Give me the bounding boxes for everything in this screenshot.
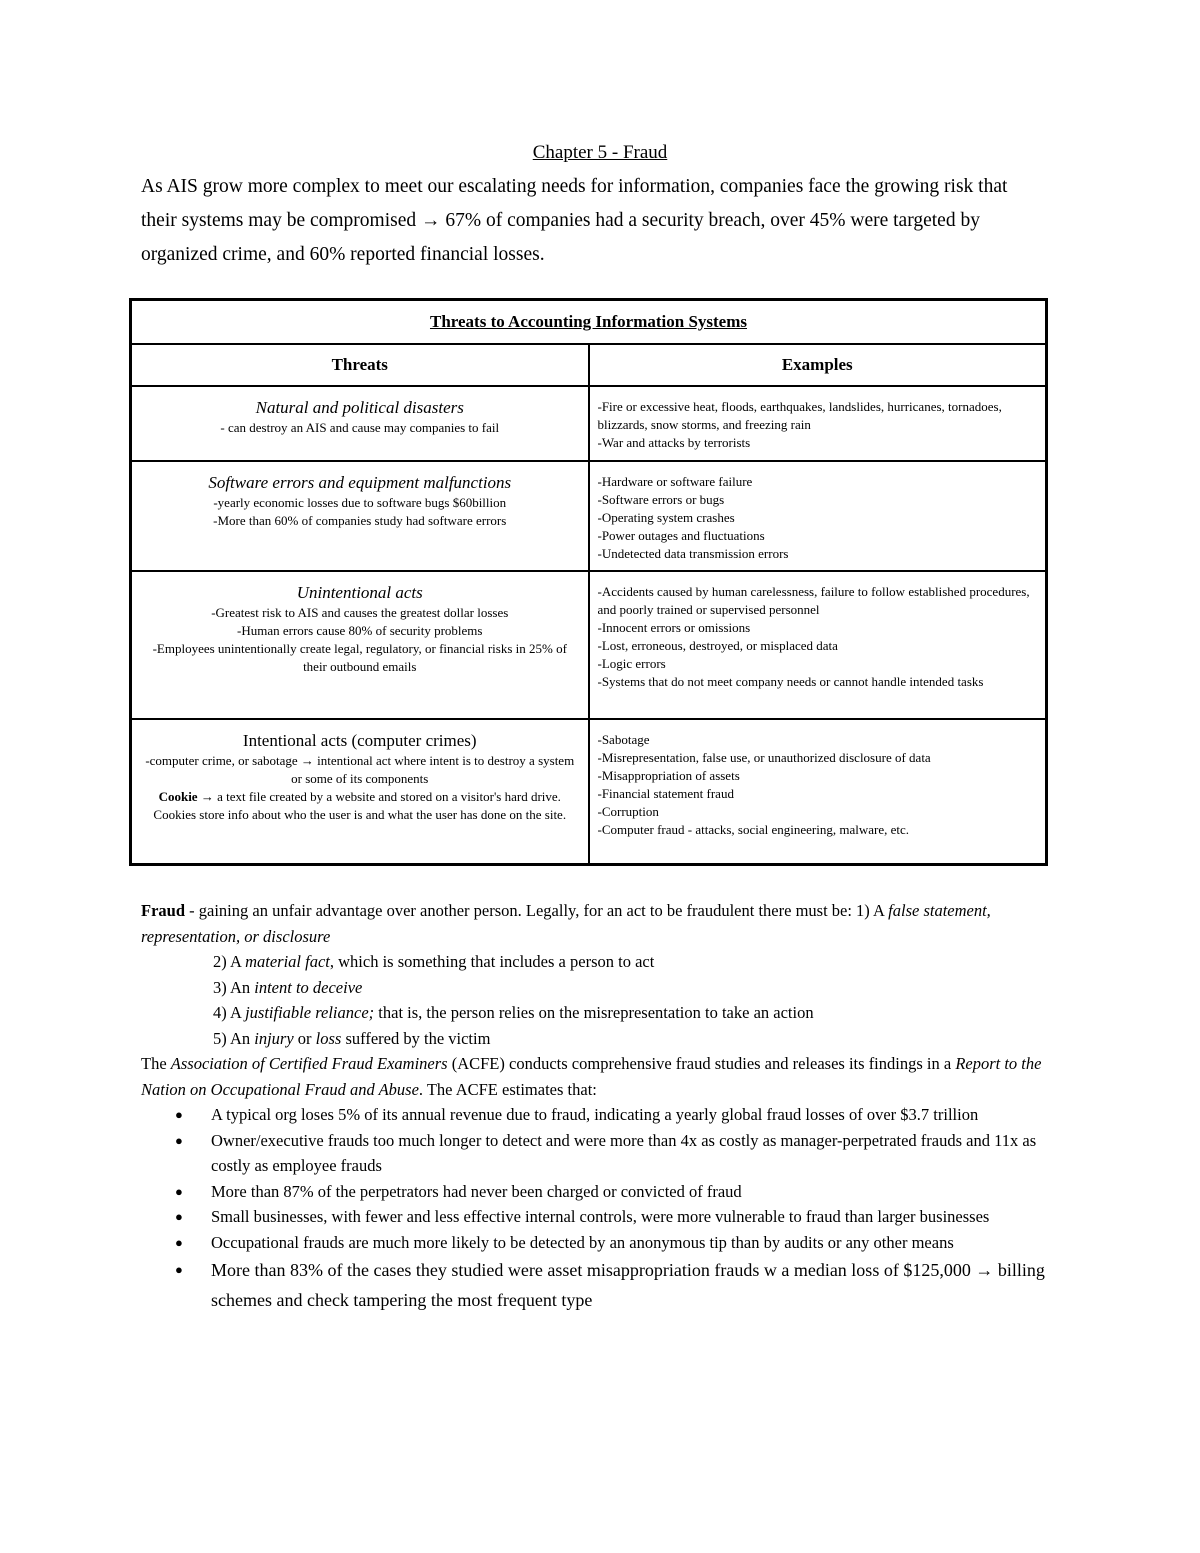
element-text: , which is something that includes a person to act bbox=[329, 952, 655, 971]
table-row bbox=[131, 719, 1047, 864]
fraud-element bbox=[141, 975, 1061, 1001]
column-header-threats: Threats bbox=[131, 344, 589, 386]
element-italic: intent to deceive bbox=[254, 977, 363, 997]
threat-cell bbox=[131, 719, 589, 864]
example-item: -Financial statement fraud bbox=[597, 786, 734, 801]
acfe-facts-list bbox=[141, 1102, 1061, 1315]
element-text: suffered by the victim bbox=[341, 1028, 491, 1048]
element-italic: injury bbox=[254, 1028, 294, 1048]
table-title: Threats to Accounting Information Systems bbox=[131, 300, 1047, 345]
table-row bbox=[131, 571, 1047, 719]
examples-cell bbox=[589, 461, 1047, 571]
example-item: -Hardware or software failure bbox=[597, 474, 753, 489]
list-item: ● Owner/executive frauds too much longer to detect and were more than 4x as costly as manager-perpetrated frauds and 11x as costly as employee frauds bbox=[141, 1128, 1061, 1179]
example-item: -Undetected data transmission errors bbox=[597, 546, 789, 561]
acfe-text: (ACFE) conducts comprehensive fraud studies and releases its findings in a bbox=[447, 1054, 956, 1073]
cookie-def: → a text file created by a website and stored on a visitor's hard drive. Cookies store info about who the user is and what the user has done on the site. bbox=[153, 789, 567, 822]
threat-cell bbox=[131, 386, 589, 461]
example-item: -Misrepresentation, false use, or unauthorized disclosure of data bbox=[597, 750, 931, 765]
acfe-italic: Report to the Nation on Occupational Fraud and Abuse bbox=[141, 1054, 1042, 1099]
threat-detail: -yearly economic losses due to software bugs $60billion bbox=[213, 495, 507, 510]
example-item: -Logic errors bbox=[597, 656, 666, 671]
example-item: -Accidents caused by human carelessness, failure to follow established procedures, and poorly trained or supervised personnel bbox=[597, 584, 1030, 617]
threat-detail: -computer crime, or sabotage → intentional act where intent is to destroy a system or some of its components bbox=[145, 753, 575, 786]
fraud-section bbox=[141, 898, 1061, 1315]
examples-cell bbox=[589, 719, 1047, 864]
page-title: Chapter 5 - Fraud bbox=[532, 142, 668, 163]
element-italic: loss bbox=[315, 1028, 342, 1048]
element-text: 2) A bbox=[213, 952, 246, 971]
threat-name: Intentional acts (computer crimes) bbox=[242, 731, 477, 750]
threat-name: Software errors and equipment malfunctions bbox=[208, 473, 512, 492]
table-row bbox=[131, 386, 1047, 461]
threat-name: Unintentional acts bbox=[296, 583, 423, 602]
example-item: -War and attacks by terrorists bbox=[597, 435, 751, 450]
column-header-examples: Examples bbox=[589, 344, 1047, 386]
list-item: ● Small businesses, with fewer and less effective internal controls, were more vulnerable to fraud than larger businesses bbox=[141, 1204, 1061, 1230]
example-item: -Misappropriation of assets bbox=[597, 768, 740, 783]
threat-cell bbox=[131, 461, 589, 571]
example-item: -Software errors or bugs bbox=[597, 492, 725, 507]
examples-cell bbox=[589, 386, 1047, 461]
element-text: 5) An bbox=[213, 1028, 255, 1048]
fraud-def-text: - gaining an unfair advantage over another person. Legally, for an act to be fraudulent there must be: 1) A bbox=[185, 901, 889, 920]
example-item: -Fire or excessive heat, floods, earthquakes, landslides, hurricanes, tornadoes, blizzards, snow storms, and freezing rain bbox=[597, 399, 1002, 432]
threat-detail: -Greatest risk to AIS and causes the greatest dollar losses bbox=[211, 605, 509, 620]
fraud-element bbox=[141, 1000, 1061, 1026]
threats-table bbox=[129, 298, 1048, 866]
fraud-definition bbox=[141, 898, 1061, 949]
element-text: 4) A bbox=[213, 1003, 246, 1022]
element-italic: material fact bbox=[245, 952, 330, 971]
element-italic: justifiable reliance; bbox=[245, 1003, 375, 1022]
element-text: that is, the person relies on the misrepresentation to take an action bbox=[374, 1003, 814, 1022]
acfe-text: The bbox=[141, 1054, 171, 1073]
cookie-definition bbox=[140, 788, 580, 824]
example-item: -Innocent errors or omissions bbox=[597, 620, 751, 635]
fraud-def-italic: false statement, representation, or disclosure bbox=[141, 901, 991, 946]
fraud-element bbox=[141, 949, 1061, 975]
example-item: -Operating system crashes bbox=[597, 510, 735, 525]
example-item: -Corruption bbox=[597, 804, 659, 819]
threat-detail: - can destroy an AIS and cause may companies to fail bbox=[220, 420, 500, 435]
table-row bbox=[131, 461, 1047, 571]
example-item: -Power outages and fluctuations bbox=[597, 528, 765, 543]
element-text: 3) An bbox=[213, 977, 255, 997]
element-text: or bbox=[293, 1028, 316, 1048]
example-item: -Lost, erroneous, destroyed, or misplaced data bbox=[597, 638, 838, 653]
threat-detail: -Employees unintentionally create legal, regulatory, or financial risks in 25% of their outbound emails bbox=[152, 641, 567, 674]
list-item: ● Occupational frauds are much more likely to be detected by an anonymous tip than by audits or any other means bbox=[141, 1230, 1061, 1256]
threat-detail: -Human errors cause 80% of security problems bbox=[237, 623, 483, 638]
fraud-element bbox=[141, 1026, 1061, 1052]
fraud-term: Fraud bbox=[141, 901, 186, 920]
threat-cell bbox=[131, 571, 589, 719]
threat-name: Natural and political disasters bbox=[255, 398, 464, 417]
threat-detail: -More than 60% of companies study had software errors bbox=[213, 513, 507, 528]
list-item: ● More than 83% of the cases they studied were asset misappropriation frauds w a median loss of $125,000 → billing schemes and check tampering the most frequent type bbox=[141, 1255, 1061, 1315]
cookie-term: Cookie bbox=[158, 789, 198, 804]
list-item: ● More than 87% of the perpetrators had never been charged or convicted of fraud bbox=[141, 1179, 1061, 1205]
list-item: ● A typical org loses 5% of its annual revenue due to fraud, indicating a yearly global fraud losses of over $3.7 trillion bbox=[141, 1102, 1061, 1128]
intro-paragraph: As AIS grow more complex to meet our escalating needs for information, companies face the growing risk that their systems may be compromised → 67% of companies had a security breach, over 45% were targeted by organized crime, and 60% reported financial losses. bbox=[141, 176, 1008, 265]
example-item: -Computer fraud - attacks, social engineering, malware, etc. bbox=[597, 822, 910, 837]
example-item: -Systems that do not meet company needs or cannot handle intended tasks bbox=[597, 674, 984, 689]
acfe-paragraph bbox=[141, 1051, 1061, 1102]
example-item: -Sabotage bbox=[597, 732, 650, 747]
examples-cell bbox=[589, 571, 1047, 719]
acfe-italic: Association of Certified Fraud Examiners bbox=[170, 1054, 448, 1073]
acfe-text: . The ACFE estimates that: bbox=[418, 1079, 597, 1099]
